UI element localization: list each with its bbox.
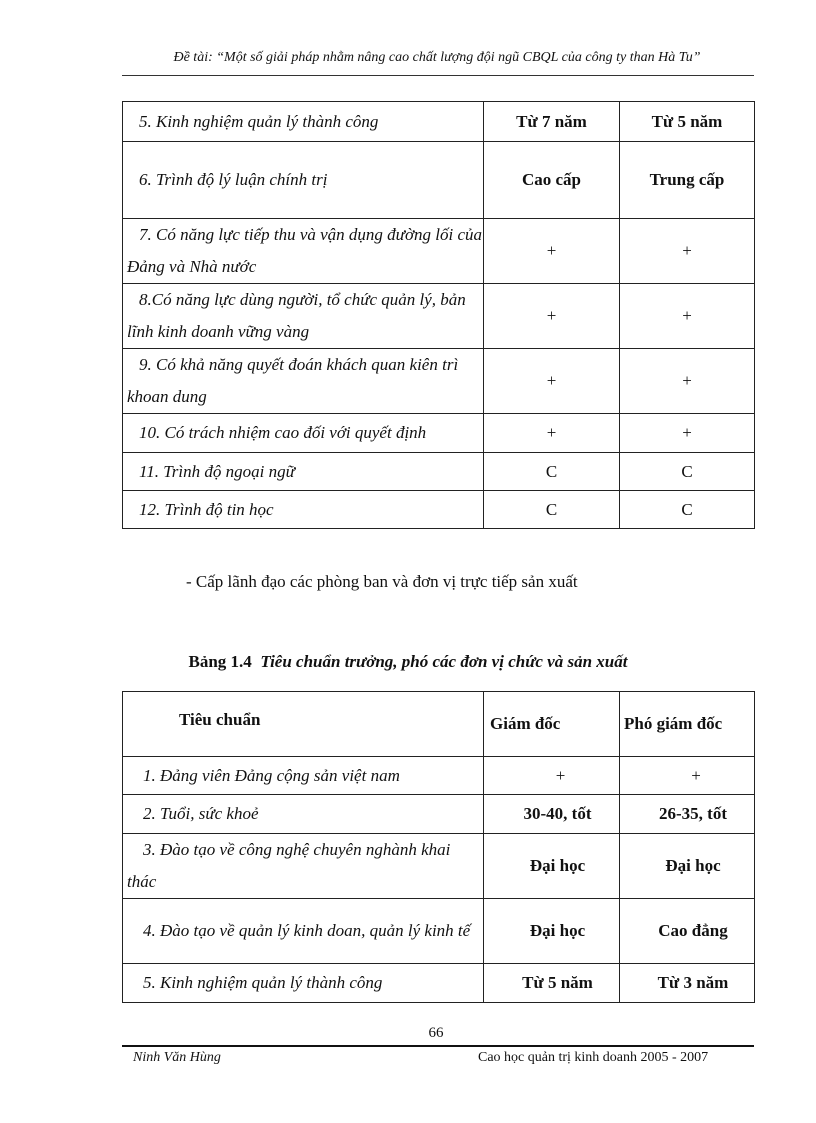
caption-title: Tiêu chuẩn trưởng, phó các đơn vị chức và sản xuất: [260, 652, 628, 671]
page-header-title: Đề tài: “Một số giải pháp nhằm nâng cao chất lượng đội ngũ CBQL của công ty than Hà Tu”: [173, 50, 701, 65]
value-cell: +: [620, 284, 755, 349]
standards-table-continued: [122, 101, 755, 529]
value-cell: Từ 5 năm: [620, 102, 755, 142]
criterion-cell: 5. Kinh nghiệm quản lý thành công: [123, 964, 484, 1003]
criterion-cell: 1. Đảng viên Đảng cộng sản việt nam: [123, 757, 484, 795]
table-header-row: [123, 692, 755, 757]
value-cell: +: [620, 757, 755, 795]
value-cell: Cao cấp: [484, 142, 620, 219]
column-header-criteria: Tiêu chuẩn: [123, 692, 484, 757]
criterion-cell: 12. Trình độ tin học: [123, 491, 484, 529]
criterion-cell: 8.Có năng lực dùng người, tổ chức quản lý, bản lĩnh kinh doanh vững vàng: [123, 284, 484, 349]
table-row: [123, 491, 755, 529]
criterion-cell: 5. Kinh nghiệm quản lý thành công: [123, 102, 484, 142]
table-row: [123, 219, 755, 284]
section-note: - Cấp lãnh đạo các phòng ban và đơn vị trực tiếp sản xuất: [186, 572, 578, 591]
criterion-cell: 10. Có trách nhiệm cao đối với quyết định: [123, 414, 484, 453]
table-row: [123, 142, 755, 219]
header-divider: [122, 75, 754, 76]
page-number: 66: [428, 1025, 444, 1041]
value-cell: Đại học: [484, 834, 620, 899]
value-cell: +: [484, 219, 620, 284]
table-caption: [0, 652, 816, 672]
criterion-cell: 3. Đào tạo về công nghệ chuyên nghành khai thác: [123, 834, 484, 899]
criterion-cell: 11. Trình độ ngoại ngữ: [123, 453, 484, 491]
table-row: [123, 414, 755, 453]
table-row: [123, 453, 755, 491]
criterion-cell: 4. Đào tạo về quản lý kinh doan, quản lý kinh tế: [123, 899, 484, 964]
criterion-cell: 6. Trình độ lý luận chính trị: [123, 142, 484, 219]
value-cell: 26-35, tốt: [620, 795, 755, 834]
footer-author: Ninh Văn Hùng: [133, 1050, 221, 1065]
footer-program: Cao học quản trị kinh doanh 2005 - 2007: [478, 1050, 709, 1065]
criterion-cell: 9. Có khả năng quyết đoán khách quan kiên trì khoan dung: [123, 349, 484, 414]
criterion-cell: 2. Tuổi, sức khoẻ: [123, 795, 484, 834]
criterion-cell: 7. Có năng lực tiếp thu và vận dụng đường lối của Đảng và Nhà nước: [123, 219, 484, 284]
value-cell: C: [484, 491, 620, 529]
table-row: [123, 284, 755, 349]
value-cell: +: [620, 349, 755, 414]
column-header-deputy: Phó giám đốc: [620, 692, 755, 757]
table-row: [123, 899, 755, 964]
table-row: [123, 757, 755, 795]
column-header-director: Giám đốc: [484, 692, 620, 757]
value-cell: Từ 3 năm: [620, 964, 755, 1003]
value-cell: 30-40, tốt: [484, 795, 620, 834]
value-cell: Đại học: [620, 834, 755, 899]
table-row: [123, 102, 755, 142]
table-row: [123, 795, 755, 834]
value-cell: Trung cấp: [620, 142, 755, 219]
value-cell: +: [620, 219, 755, 284]
value-cell: C: [620, 491, 755, 529]
value-cell: Đại học: [484, 899, 620, 964]
value-cell: Từ 5 năm: [484, 964, 620, 1003]
value-cell: Cao đẳng: [620, 899, 755, 964]
footer-divider: [122, 1045, 754, 1047]
value-cell: +: [484, 757, 620, 795]
value-cell: Từ 7 năm: [484, 102, 620, 142]
caption-label: Bảng 1.4: [188, 652, 252, 671]
value-cell: +: [484, 284, 620, 349]
value-cell: C: [620, 453, 755, 491]
value-cell: +: [620, 414, 755, 453]
unit-leader-standards-table: [122, 691, 755, 1003]
value-cell: C: [484, 453, 620, 491]
table-row: [123, 349, 755, 414]
value-cell: +: [484, 349, 620, 414]
table-row: [123, 964, 755, 1003]
value-cell: +: [484, 414, 620, 453]
table-row: [123, 834, 755, 899]
